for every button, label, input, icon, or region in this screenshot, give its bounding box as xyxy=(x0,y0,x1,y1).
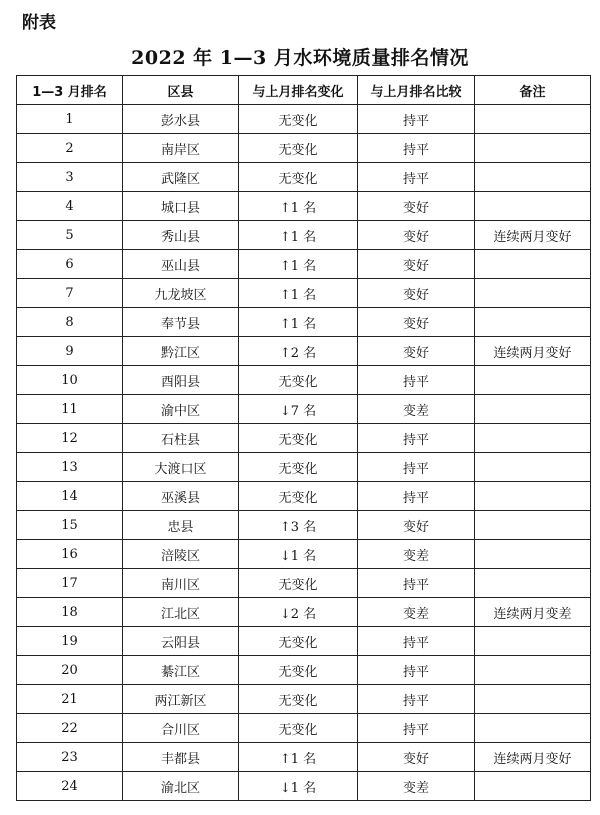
cell-comparison: 变好 xyxy=(358,250,475,279)
table-row xyxy=(17,395,591,424)
cell-remark xyxy=(475,163,591,192)
cell-district: 九龙坡区 xyxy=(123,279,239,308)
table-body xyxy=(17,105,591,801)
cell-district: 合川区 xyxy=(123,714,239,743)
cell-rank: 2 xyxy=(17,134,123,163)
table-row xyxy=(17,221,591,250)
cell-comparison: 持平 xyxy=(358,714,475,743)
cell-rank: 22 xyxy=(17,714,123,743)
header-district: 区县 xyxy=(123,76,239,105)
cell-rank-change: ↑1 名 xyxy=(239,308,358,337)
page-title: 2022 年 1—3 月水环境质量排名情况 xyxy=(131,47,469,69)
cell-district: 武隆区 xyxy=(123,163,239,192)
cell-rank-change: 无变化 xyxy=(239,134,358,163)
cell-comparison: 变差 xyxy=(358,395,475,424)
cell-rank: 16 xyxy=(17,540,123,569)
cell-remark xyxy=(475,685,591,714)
cell-rank-change: 无变化 xyxy=(239,482,358,511)
cell-rank: 19 xyxy=(17,627,123,656)
cell-remark xyxy=(475,772,591,801)
cell-rank: 23 xyxy=(17,743,123,772)
cell-district: 巫山县 xyxy=(123,250,239,279)
cell-remark: 连续两月变好 xyxy=(475,743,591,772)
cell-comparison: 变差 xyxy=(358,540,475,569)
table-row xyxy=(17,250,591,279)
cell-district: 石柱县 xyxy=(123,424,239,453)
table-row xyxy=(17,453,591,482)
cell-district: 綦江区 xyxy=(123,656,239,685)
cell-comparison: 变好 xyxy=(358,279,475,308)
cell-rank: 10 xyxy=(17,366,123,395)
cell-district: 南川区 xyxy=(123,569,239,598)
table-header-row xyxy=(17,76,591,105)
cell-rank-change: ↑3 名 xyxy=(239,511,358,540)
cell-rank: 8 xyxy=(17,308,123,337)
table-row xyxy=(17,482,591,511)
cell-comparison: 持平 xyxy=(358,105,475,134)
cell-remark xyxy=(475,134,591,163)
table-row xyxy=(17,714,591,743)
cell-remark xyxy=(475,627,591,656)
cell-rank-change: ↓1 名 xyxy=(239,772,358,801)
cell-comparison: 持平 xyxy=(358,453,475,482)
table-row xyxy=(17,772,591,801)
cell-comparison: 变好 xyxy=(358,743,475,772)
cell-rank-change: ↑2 名 xyxy=(239,337,358,366)
cell-rank: 14 xyxy=(17,482,123,511)
cell-district: 云阳县 xyxy=(123,627,239,656)
cell-rank: 1 xyxy=(17,105,123,134)
cell-district: 巫溪县 xyxy=(123,482,239,511)
table-row xyxy=(17,685,591,714)
table-row xyxy=(17,279,591,308)
cell-remark xyxy=(475,192,591,221)
cell-rank: 18 xyxy=(17,598,123,627)
table-row xyxy=(17,540,591,569)
table-row xyxy=(17,337,591,366)
cell-comparison: 持平 xyxy=(358,163,475,192)
cell-rank: 17 xyxy=(17,569,123,598)
cell-district: 涪陵区 xyxy=(123,540,239,569)
cell-rank: 9 xyxy=(17,337,123,366)
cell-remark xyxy=(475,366,591,395)
cell-comparison: 变好 xyxy=(358,511,475,540)
cell-remark xyxy=(475,250,591,279)
cell-rank-change: ↓7 名 xyxy=(239,395,358,424)
cell-rank: 6 xyxy=(17,250,123,279)
cell-rank-change: ↑1 名 xyxy=(239,743,358,772)
cell-comparison: 持平 xyxy=(358,366,475,395)
cell-rank-change: ↓2 名 xyxy=(239,598,358,627)
cell-district: 秀山县 xyxy=(123,221,239,250)
cell-rank-change: ↑1 名 xyxy=(239,279,358,308)
cell-remark xyxy=(475,482,591,511)
cell-comparison: 变好 xyxy=(358,337,475,366)
cell-rank-change: 无变化 xyxy=(239,627,358,656)
table-row xyxy=(17,627,591,656)
cell-district: 彭水县 xyxy=(123,105,239,134)
table-row xyxy=(17,105,591,134)
cell-district: 两江新区 xyxy=(123,685,239,714)
cell-district: 忠县 xyxy=(123,511,239,540)
cell-rank-change: 无变化 xyxy=(239,424,358,453)
cell-rank: 12 xyxy=(17,424,123,453)
cell-district: 渝北区 xyxy=(123,772,239,801)
cell-comparison: 持平 xyxy=(358,134,475,163)
table-row xyxy=(17,656,591,685)
cell-comparison: 持平 xyxy=(358,685,475,714)
cell-comparison: 持平 xyxy=(358,627,475,656)
table-row xyxy=(17,134,591,163)
cell-rank-change: 无变化 xyxy=(239,366,358,395)
cell-comparison: 持平 xyxy=(358,482,475,511)
cell-comparison: 持平 xyxy=(358,424,475,453)
cell-remark xyxy=(475,105,591,134)
cell-rank: 13 xyxy=(17,453,123,482)
ranking-table xyxy=(16,75,591,801)
cell-remark xyxy=(475,453,591,482)
cell-remark: 连续两月变差 xyxy=(475,598,591,627)
cell-rank: 21 xyxy=(17,685,123,714)
cell-rank-change: 无变化 xyxy=(239,453,358,482)
cell-remark xyxy=(475,395,591,424)
cell-rank-change: 无变化 xyxy=(239,714,358,743)
table-row xyxy=(17,424,591,453)
cell-remark xyxy=(475,656,591,685)
cell-rank: 4 xyxy=(17,192,123,221)
table-row xyxy=(17,163,591,192)
cell-remark xyxy=(475,569,591,598)
appendix-label: 附表 xyxy=(22,13,56,33)
table-row xyxy=(17,511,591,540)
cell-district: 奉节县 xyxy=(123,308,239,337)
cell-rank: 11 xyxy=(17,395,123,424)
cell-comparison: 持平 xyxy=(358,569,475,598)
cell-district: 渝中区 xyxy=(123,395,239,424)
cell-rank: 5 xyxy=(17,221,123,250)
table-row xyxy=(17,192,591,221)
cell-comparison: 持平 xyxy=(358,656,475,685)
cell-remark xyxy=(475,511,591,540)
cell-rank: 3 xyxy=(17,163,123,192)
table-row xyxy=(17,598,591,627)
cell-district: 黔江区 xyxy=(123,337,239,366)
cell-district: 江北区 xyxy=(123,598,239,627)
cell-rank-change: 无变化 xyxy=(239,685,358,714)
cell-rank: 15 xyxy=(17,511,123,540)
cell-rank-change: ↑1 名 xyxy=(239,192,358,221)
cell-remark xyxy=(475,279,591,308)
cell-district: 南岸区 xyxy=(123,134,239,163)
table-row xyxy=(17,743,591,772)
cell-rank-change: 无变化 xyxy=(239,656,358,685)
cell-remark xyxy=(475,540,591,569)
header-comparison: 与上月排名比较 xyxy=(358,76,475,105)
cell-remark: 连续两月变好 xyxy=(475,337,591,366)
table-row xyxy=(17,366,591,395)
cell-remark xyxy=(475,308,591,337)
cell-remark: 连续两月变好 xyxy=(475,221,591,250)
cell-comparison: 变差 xyxy=(358,598,475,627)
cell-rank-change: 无变化 xyxy=(239,163,358,192)
cell-rank: 24 xyxy=(17,772,123,801)
cell-remark xyxy=(475,424,591,453)
cell-rank: 7 xyxy=(17,279,123,308)
cell-rank: 20 xyxy=(17,656,123,685)
cell-rank-change: 无变化 xyxy=(239,569,358,598)
cell-comparison: 变差 xyxy=(358,772,475,801)
table-row xyxy=(17,308,591,337)
cell-rank-change: ↑1 名 xyxy=(239,221,358,250)
header-rank: 1—3 月排名 xyxy=(17,76,123,105)
cell-remark xyxy=(475,714,591,743)
cell-district: 大渡口区 xyxy=(123,453,239,482)
cell-rank-change: 无变化 xyxy=(239,105,358,134)
table-row xyxy=(17,569,591,598)
cell-district: 酉阳县 xyxy=(123,366,239,395)
cell-comparison: 变好 xyxy=(358,308,475,337)
header-rank-change: 与上月排名变化 xyxy=(239,76,358,105)
cell-district: 丰都县 xyxy=(123,743,239,772)
cell-district: 城口县 xyxy=(123,192,239,221)
cell-comparison: 变好 xyxy=(358,192,475,221)
cell-rank-change: ↓1 名 xyxy=(239,540,358,569)
cell-rank-change: ↑1 名 xyxy=(239,250,358,279)
cell-comparison: 变好 xyxy=(358,221,475,250)
header-remark: 备注 xyxy=(475,76,591,105)
